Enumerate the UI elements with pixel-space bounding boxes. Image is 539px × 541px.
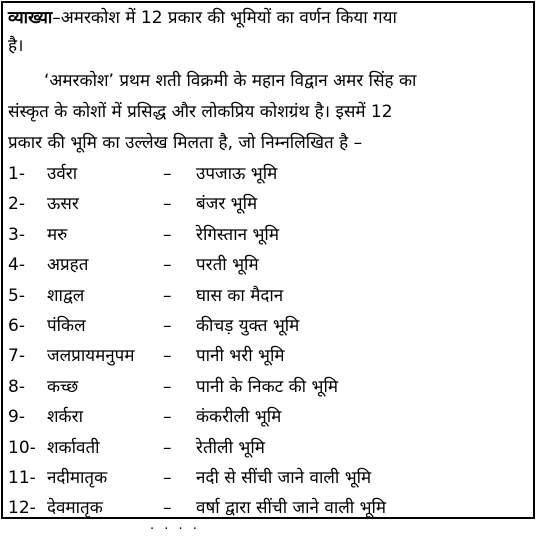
list-item-number: 8-	[8, 377, 25, 397]
list-item-term: शर्करा	[47, 407, 83, 427]
list-item-dash: –	[163, 255, 172, 275]
list-item-dash: –	[163, 225, 172, 245]
list-item-term: उर्वरा	[47, 164, 78, 184]
list-item-meaning: पानी भरी भूमि	[196, 346, 285, 366]
list-item-number: 1-	[8, 164, 25, 184]
list-item-dash: –	[163, 407, 172, 427]
list-item-dash: –	[163, 468, 172, 488]
list-item-meaning: नदी से सींची जाने वाली भूमि	[196, 468, 372, 488]
page-fragment: · · · ·	[150, 522, 200, 537]
list-item-number: 7-	[8, 346, 25, 366]
list-item-number: 2-	[8, 194, 25, 214]
list-item-meaning: उपजाऊ भूमि	[196, 164, 278, 184]
para-line-1: ‘अमरकोश’ प्रथम शती विक्रमी के महान विद्वान अमर सिंह का	[44, 71, 417, 91]
list-item-meaning: वर्षा द्वारा सींची जाने वाली भूमि	[196, 498, 387, 518]
list-item-meaning: रेतीली भूमि	[196, 438, 265, 458]
list-item-number: 3-	[8, 225, 25, 245]
intro-line-2: है।	[8, 36, 24, 56]
para-line-2: संस्कृत के कोशों में प्रसिद्ध और लोकप्रिय कोशग्रंथ है। इसमें 12	[8, 102, 393, 122]
list-item-meaning: पानी के निकट की भूमि	[196, 377, 339, 397]
list-item-term: शाद्वल	[47, 286, 85, 306]
intro-line-1	[8, 8, 397, 28]
para-line-3: प्रकार की भूमि का उल्लेख मिलता है, जो निम्नलिखित है –	[8, 133, 363, 153]
vyakhya-label: व्याख्या	[8, 8, 53, 28]
list-item-dash: –	[163, 346, 172, 366]
list-item-term: जलप्रायमनुपम	[47, 346, 135, 366]
list-item-term: ऊसर	[47, 194, 79, 214]
list-item-dash: –	[163, 498, 172, 518]
list-item-number: 11-	[8, 468, 36, 488]
list-item-term: शर्कावती	[47, 438, 100, 458]
list-item-term: नदीमातृक	[47, 468, 108, 488]
list-item-number: 6-	[8, 316, 25, 336]
list-item-term: कच्छ	[47, 377, 79, 397]
list-item-meaning: घास का मैदान	[196, 286, 284, 306]
intro-line-1-rest: –अमरकोश में 12 प्रकार की भूमियों का वर्णन किया गया	[52, 8, 397, 28]
list-item-meaning: कंकरीली भूमि	[196, 407, 282, 427]
list-item-term: अप्रहत	[47, 255, 89, 275]
list-item-term: मरु	[47, 225, 68, 245]
list-item-meaning: परती भूमि	[196, 255, 259, 275]
list-item-term: देवमातृक	[47, 498, 103, 518]
list-item-number: 10-	[8, 438, 36, 458]
list-item-dash: –	[163, 164, 172, 184]
list-item-meaning: रेगिस्तान भूमि	[196, 225, 279, 245]
list-item-number: 12-	[8, 498, 36, 518]
list-item-dash: –	[163, 194, 172, 214]
list-item-dash: –	[163, 286, 172, 306]
list-item-number: 4-	[8, 255, 25, 275]
list-item-dash: –	[163, 377, 172, 397]
list-item-meaning: कीचड़ युक्त भूमि	[196, 316, 300, 336]
list-item-number: 5-	[8, 286, 25, 306]
list-item-dash: –	[163, 438, 172, 458]
list-item-meaning: बंजर भूमि	[196, 194, 258, 214]
list-item-dash: –	[163, 316, 172, 336]
list-item-term: पंकिल	[47, 316, 86, 336]
list-item-number: 9-	[8, 407, 25, 427]
